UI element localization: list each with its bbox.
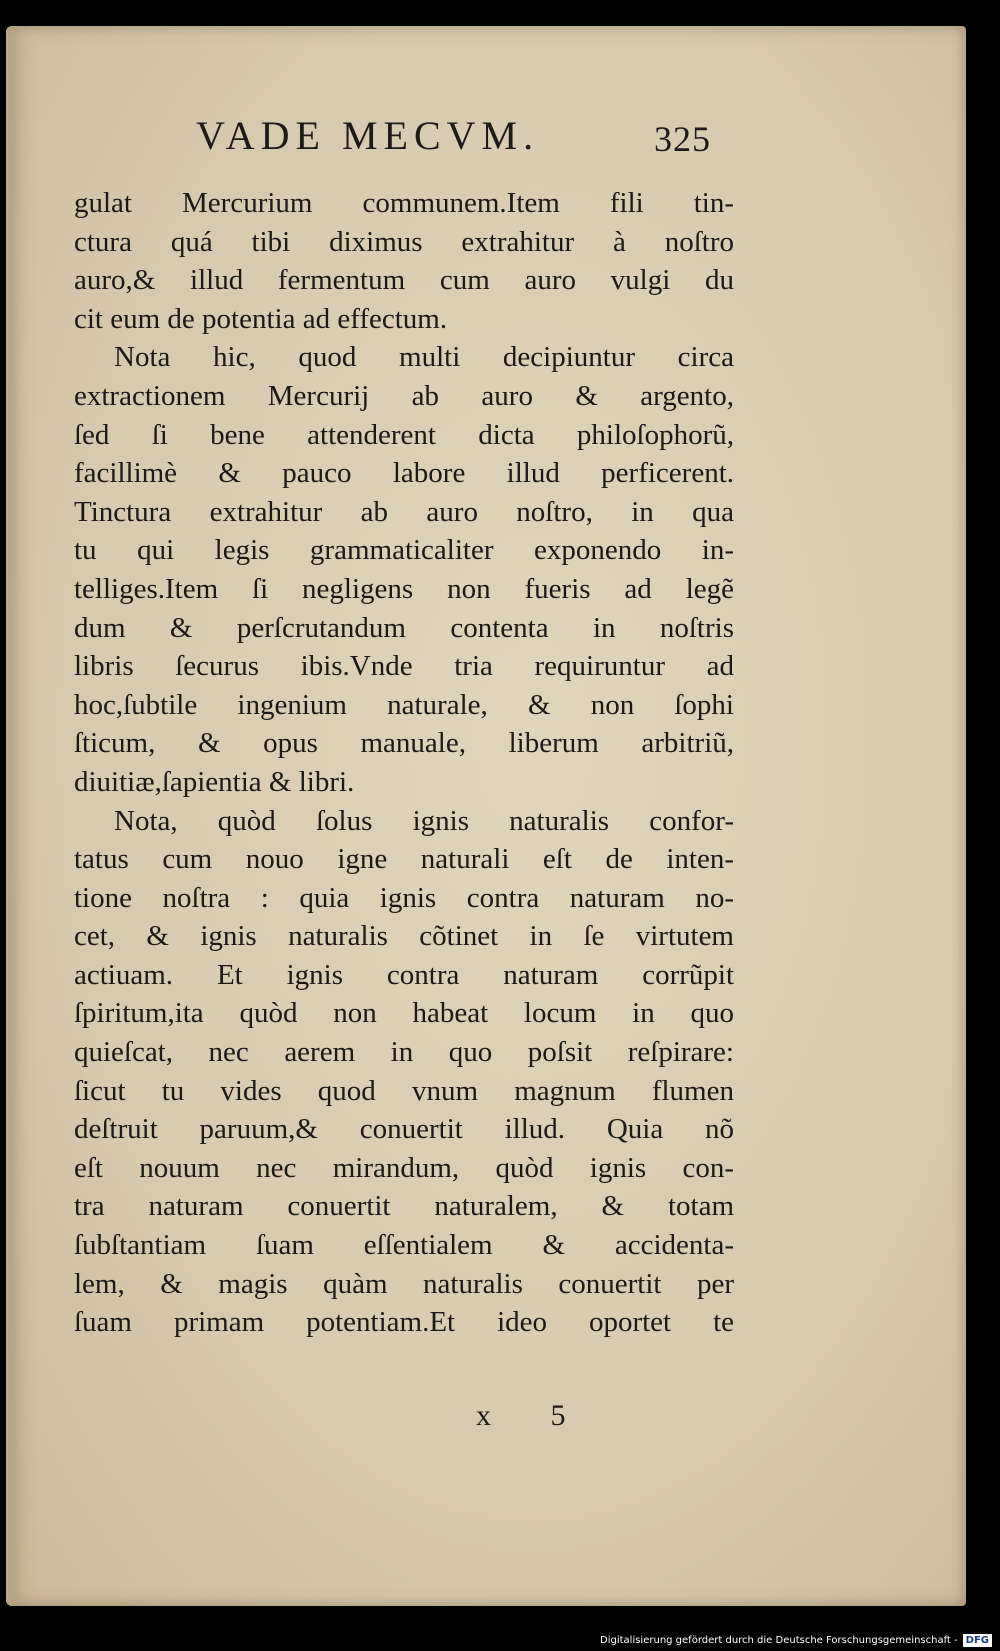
text-line: extractionem Mercurij ab auro & argento, (74, 379, 734, 412)
text-line: eſt nouum nec mirandum, quòd ignis con- (74, 1151, 734, 1184)
text-line: facillimè & pauco labore illud perficerent. (74, 457, 734, 490)
text-line: auro,& illud fermentum cum auro vulgi du (74, 264, 734, 297)
page-gutter-shadow (6, 26, 20, 1606)
text-line: tra naturam conuertit naturalem, & totam (74, 1190, 734, 1223)
text-line: libris ſecurus ibis.Vnde tria requiruntur ad (74, 650, 734, 683)
text-line: Nota hic, quod multi decipiuntur circa (114, 341, 734, 374)
text-line: actiuam. Et ignis contra naturam corrũpit (74, 958, 734, 991)
text-line: ctura quá tibi diximus extrahitur à noſtro (74, 225, 734, 258)
running-head (6, 112, 966, 172)
text-line: lem, & magis quàm naturalis conuertit per (74, 1267, 734, 1300)
text-line: dum & perſcrutandum contenta in noſtris (74, 611, 734, 644)
text-line: ſticum, & opus manuale, liberum arbitriũ, (74, 727, 734, 760)
text-line: ſicut tu vides quod vnum magnum flumen (74, 1074, 734, 1107)
text-line: ſpiritum,ita quòd non habeat locum in quo (74, 997, 734, 1030)
body-text (74, 184, 734, 1342)
digitization-credit (600, 1632, 992, 1648)
text-line: diuitiæ,ſapientia & libri. (74, 765, 355, 798)
text-line: tione noſtra : quia ignis contra naturam no- (74, 881, 734, 914)
text-line: tu qui legis grammaticaliter exponendo in- (74, 534, 734, 567)
text-line: gulat Mercurium communem.Item fili tin- (74, 187, 734, 219)
text-line: telliges.Item ſi negligens non fueris ad legẽ (74, 572, 734, 605)
text-line: ſed ſi bene attenderent dicta philoſophorũ, (74, 418, 734, 451)
page-number: 325 (654, 119, 711, 159)
text-line: quieſcat, nec aerem in quo poſsit reſpirare: (74, 1036, 734, 1069)
signature-mark: x 5 (476, 1399, 592, 1432)
text-line: tatus cum nouo igne naturali eſt de inten- (74, 843, 734, 876)
text-line: deſtruit paruum,& conuertit illud. Quia nõ (74, 1113, 734, 1146)
text-line: cet, & ignis naturalis cõtinet in ſe virtutem (74, 920, 734, 953)
text-line: ſubſtantiam ſuam eſſentialem & accidenta- (74, 1229, 734, 1262)
text-line: ſuam primam potentiam.Et ideo oportet te (74, 1306, 734, 1339)
book-page (6, 26, 966, 1606)
text-line: Tinctura extrahitur ab auro noſtro, in qua (74, 495, 734, 528)
credit-text: Digitalisierung gefördert durch die Deutsche Forschungsgemeinschaft - (600, 1634, 958, 1646)
text-line: cit eum de potentia ad effectum. (74, 302, 448, 335)
running-head-title: VADE MECVM. (196, 113, 540, 158)
dfg-logo: DFG (963, 1634, 992, 1647)
text-line: Nota, quòd ſolus ignis naturalis confor- (114, 804, 734, 837)
text-line: hoc,ſubtile ingenium naturale, & non ſophi (74, 688, 734, 721)
